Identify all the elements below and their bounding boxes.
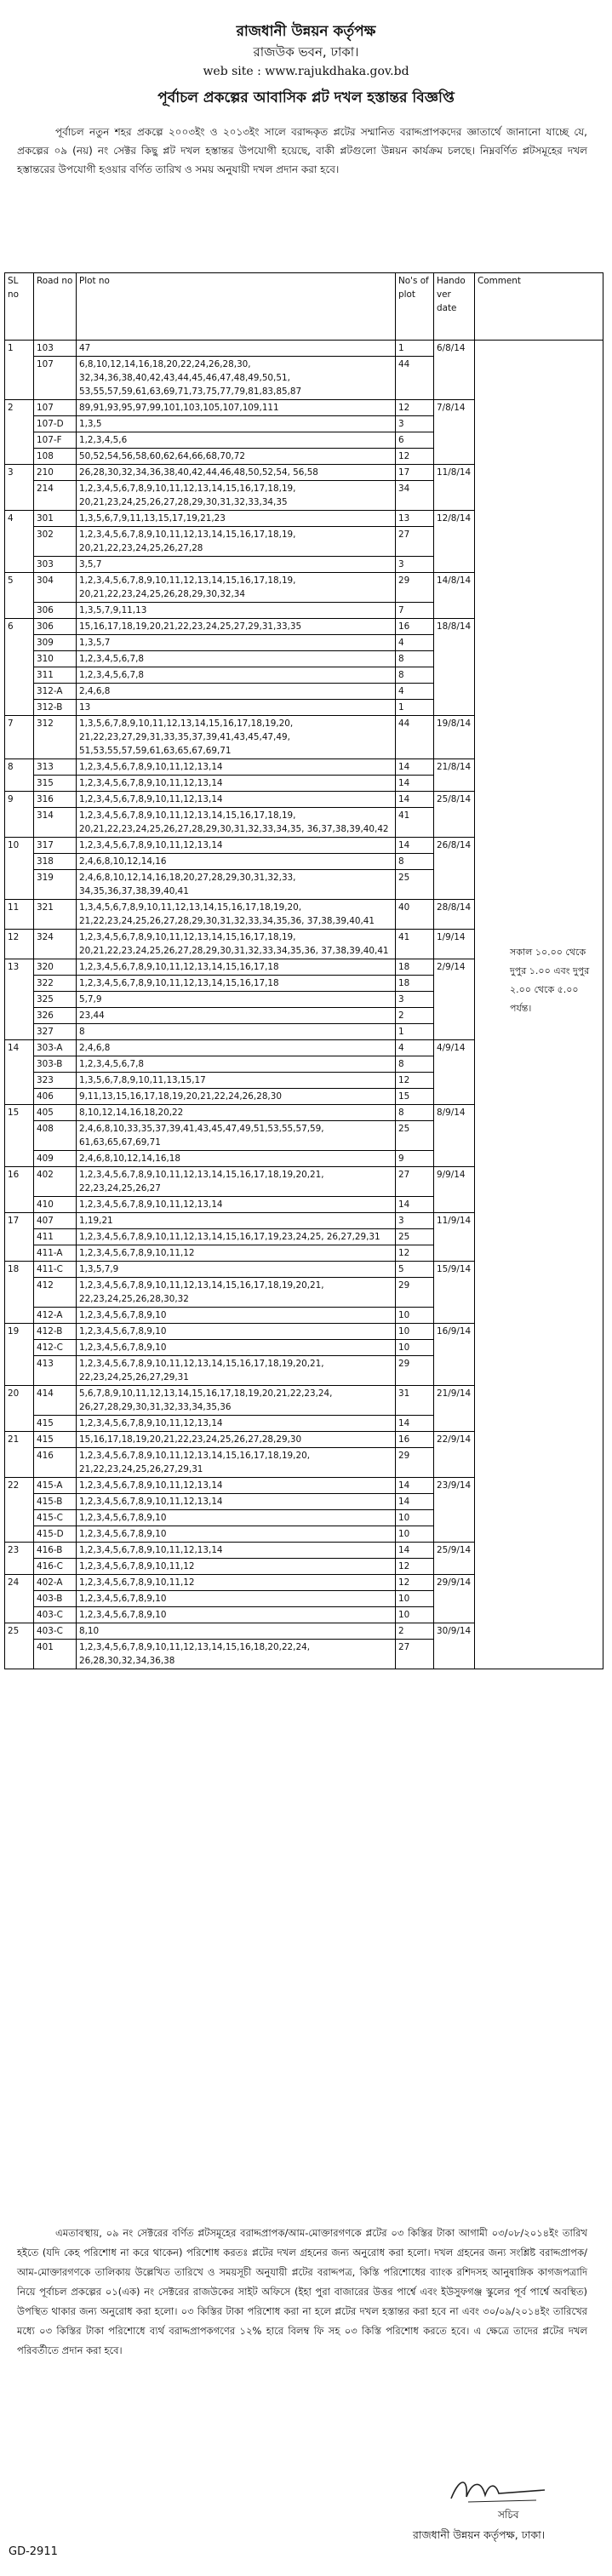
cell-plots: 89,91,93,95,97,99,101,103,105,107,109,111	[77, 400, 396, 416]
cell-date: 21/9/14	[434, 1386, 475, 1432]
cell-plots: 5,7,9	[77, 992, 396, 1008]
cell-road: 402-A	[34, 1575, 77, 1591]
cell-count: 5	[396, 1262, 434, 1278]
cell-plots: 13	[77, 700, 396, 716]
header-date: Hando ver date	[434, 273, 475, 341]
cell-road: 107	[34, 357, 77, 400]
cell-road: 303-A	[34, 1040, 77, 1056]
cell-plots: 1,2,3,4,5,6,7,8,9,10,11,12,13,14,15,16,17,18,19,20,21, 22,23,24,25,26,27,29,31	[77, 1356, 396, 1386]
cell-count: 29	[396, 1356, 434, 1386]
cell-road: 416-B	[34, 1543, 77, 1559]
cell-sl: 15	[5, 1105, 34, 1167]
cell-date: 11/8/14	[434, 465, 475, 511]
cell-date: 23/9/14	[434, 1478, 475, 1543]
cell-plots: 23,44	[77, 1008, 396, 1024]
cell-plots: 1,3,4,5,6,7,8,9,10,11,12,13,14,15,16,17,18,19,20, 21,22,23,24,25,26,27,28,29,30,31,32,33,34,35,36, 37,38,39,40,41	[77, 900, 396, 930]
cell-sl: 18	[5, 1262, 34, 1324]
cell-road: 304	[34, 573, 77, 603]
cell-date: 11/9/14	[434, 1213, 475, 1262]
header-plot: Plot no	[77, 273, 396, 341]
cell-road: 415-B	[34, 1494, 77, 1510]
cell-count: 12	[396, 1245, 434, 1262]
org-address: রাজউক ভবন, ঢাকা।	[253, 44, 359, 60]
cell-plots: 15,16,17,18,19,20,21,22,23,24,25,27,29,31,33,35	[77, 619, 396, 635]
cell-count: 4	[396, 635, 434, 651]
cell-sl: 19	[5, 1324, 34, 1386]
cell-plots: 2,4,6,8	[77, 684, 396, 700]
cell-plots: 1,19,21	[77, 1213, 396, 1229]
cell-sl: 12	[5, 930, 34, 959]
cell-count: 27	[396, 1167, 434, 1197]
cell-date: 22/9/14	[434, 1432, 475, 1478]
cell-count: 10	[396, 1510, 434, 1526]
cell-plots: 9,11,13,15,16,17,18,19,20,21,22,24,26,28,30	[77, 1089, 396, 1105]
cell-count: 14	[396, 776, 434, 792]
cell-plots: 1,2,3,4,5,6,7,8,9,10	[77, 1526, 396, 1543]
cell-road: 311	[34, 667, 77, 684]
cell-road: 405	[34, 1105, 77, 1121]
cell-count: 8	[396, 667, 434, 684]
cell-plots: 1,2,3,4,5,6,7,8	[77, 1056, 396, 1073]
cell-sl: 16	[5, 1167, 34, 1213]
cell-date: 25/8/14	[434, 792, 475, 838]
cell-road: 107-D	[34, 416, 77, 432]
intro-paragraph: পূর্বাচল নতুন শহর প্রকল্পে ২০০৩ইং ও ২০১৩ইং সালে বরাদ্দকৃত প্লটের সম্মানিত বরাদ্দপ্রাপকদের জ্ঞাতার্থে জানানো যাচ্ছে যে, প্রকল্পের ০৯ (নয়) নং সেক্টর কিছু প্লট দখল হস্তান্তর উপযোগী হয়েছে, বাকী প্লটগুলো উন্নয়ন কার্যক্রম চলছে। নিম্নবর্ণিত প্লটসমূহের দখল হস্তান্তরের উপযোগী হওয়ার বর্ণিত তারিখ ও সময় অনুযায়ী দখল প্রদান করা হবে।	[17, 126, 587, 175]
cell-count: 44	[396, 357, 434, 400]
table-header-row	[5, 273, 603, 341]
cell-plots: 5,6,7,8,9,10,11,12,13,14,15,16,17,18,19,20,21,22,23,24, 26,27,28,29,30,31,32,33,34,35,36	[77, 1386, 396, 1416]
cell-count: 10	[396, 1308, 434, 1324]
cell-road: 416	[34, 1448, 77, 1478]
cell-count: 25	[396, 1121, 434, 1151]
cell-count: 27	[396, 1640, 434, 1669]
cell-count: 12	[396, 1575, 434, 1591]
cell-road: 408	[34, 1121, 77, 1151]
cell-plots: 1,2,3,4,5,6,7,8,9,10,11,12,13,14,15,16,17,19,23,24,25, 26,27,29,31	[77, 1229, 396, 1245]
cell-plots: 1,2,3,4,5,6,7,8,9,10,11,12,13,14,15,16,17,18	[77, 959, 396, 976]
cell-plots: 1,3,5,6,7,8,9,10,11,13,15,17	[77, 1073, 396, 1089]
cell-plots: 1,2,3,4,5,6,7,8,9,10	[77, 1591, 396, 1607]
cell-date: 4/9/14	[434, 1040, 475, 1105]
cell-plots: 1,3,5,7	[77, 635, 396, 651]
cell-plots: 1,2,3,4,5,6,7,8,9,10,11,12	[77, 1245, 396, 1262]
cell-road: 320	[34, 959, 77, 976]
cell-sl: 21	[5, 1432, 34, 1478]
cell-plots: 15,16,17,18,19,20,21,22,23,24,25,26,27,28,29,30	[77, 1432, 396, 1448]
cell-date: 16/9/14	[434, 1324, 475, 1386]
cell-count: 29	[396, 1448, 434, 1478]
cell-count: 14	[396, 1543, 434, 1559]
cell-count: 29	[396, 1278, 434, 1308]
cell-count: 16	[396, 1432, 434, 1448]
cell-sl: 9	[5, 792, 34, 838]
cell-date: 6/8/14	[434, 341, 475, 400]
cell-road: 301	[34, 511, 77, 527]
cell-plots: 6,8,10,12,14,16,18,20,22,24,26,28,30, 32,34,36,38,40,42,43,44,45,46,47,48,49,50,51, 53,55,57,59,61,63,69,71,73,75,77,79,81,83,85,87	[77, 357, 396, 400]
cell-road: 412-A	[34, 1308, 77, 1324]
cell-sl: 7	[5, 716, 34, 759]
cell-plots: 1,2,3,4,5,6,7,8,9,10,11,12,13,14,15,16,17,18,19, 20,21,22,23,24,25,26,27,28,29,30,31,32,33,34,35,36, 37,38,39,40,41	[77, 930, 396, 959]
cell-road: 402	[34, 1167, 77, 1197]
cell-plots: 1,2,3,4,5,6,7,8,9,10,11,12,13,14,15,16,18,20,22,24, 26,28,30,32,34,36,38	[77, 1640, 396, 1669]
cell-road: 407	[34, 1213, 77, 1229]
cell-plots: 1,3,5,6,7,9,11,13,15,17,19,21,23	[77, 511, 396, 527]
header-sl: SL no	[5, 273, 34, 341]
cell-plots: 3,5,7	[77, 557, 396, 573]
cell-road: 314	[34, 808, 77, 838]
cell-count: 18	[396, 959, 434, 976]
cell-road: 315	[34, 776, 77, 792]
cell-date: 7/8/14	[434, 400, 475, 465]
cell-count: 9	[396, 1151, 434, 1167]
cell-count: 14	[396, 1416, 434, 1432]
cell-sl: 13	[5, 959, 34, 1040]
cell-plots: 1,2,3,4,5,6,7,8,9,10,11,12	[77, 1575, 396, 1591]
cell-sl: 6	[5, 619, 34, 716]
cell-date: 8/9/14	[434, 1105, 475, 1167]
cell-count: 14	[396, 838, 434, 854]
cell-sl: 1	[5, 341, 34, 400]
cell-road: 411	[34, 1229, 77, 1245]
cell-road: 103	[34, 341, 77, 357]
cell-road: 323	[34, 1073, 77, 1089]
cell-plots: 1,2,3,4,5,6,7,8,9,10	[77, 1607, 396, 1623]
cell-count: 25	[396, 1229, 434, 1245]
cell-sl: 22	[5, 1478, 34, 1543]
cell-plots: 1,2,3,4,5,6,7,8,9,10,11,12,13,14	[77, 759, 396, 776]
cell-count: 12	[396, 1559, 434, 1575]
cell-plots: 2,4,6,8,10,33,35,37,39,41,43,45,47,49,51,53,55,57,59, 61,63,65,67,69,71	[77, 1121, 396, 1151]
cell-count: 14	[396, 1494, 434, 1510]
header-count: No's of plot	[396, 273, 434, 341]
cell-plots: 1,2,3,4,5,6,7,8,9,10,11,12,13,14,15,16,17,18,19, 20,21,23,24,25,26,27,28,29,30,31,32,33,34,35	[77, 481, 396, 511]
cell-road: 410	[34, 1197, 77, 1213]
cell-plots: 1,2,3,4,5,6	[77, 432, 396, 449]
cell-count: 2	[396, 1623, 434, 1640]
cell-sl: 2	[5, 400, 34, 465]
cell-date: 25/9/14	[434, 1543, 475, 1575]
cell-road: 322	[34, 976, 77, 992]
cell-road: 403-C	[34, 1607, 77, 1623]
cell-plots: 1,2,3,4,5,6,7,8,9,10,11,12,13,14	[77, 1543, 396, 1559]
cell-road: 401	[34, 1640, 77, 1669]
cell-count: 3	[396, 557, 434, 573]
cell-date: 1/9/14	[434, 930, 475, 959]
cell-count: 41	[396, 808, 434, 838]
cell-count: 25	[396, 870, 434, 900]
cell-sl: 25	[5, 1623, 34, 1669]
org-name: রাজধানী উন্নয়ন কর্তৃপক্ষ	[236, 23, 376, 40]
signature-org: রাজধানী উন্নয়ন কর্তৃপক্ষ, ঢাকা।	[413, 2528, 546, 2541]
cell-count: 8	[396, 854, 434, 870]
cell-plots: 1,2,3,4,5,6,7,8,9,10,11,12	[77, 1559, 396, 1575]
cell-plots: 1,3,5	[77, 416, 396, 432]
cell-plots: 1,2,3,4,5,6,7,8,9,10	[77, 1510, 396, 1526]
cell-count: 12	[396, 1073, 434, 1089]
cell-plots: 1,2,3,4,5,6,7,8,9,10,11,12,13,14,15,16,17,18,19, 20,21,22,23,24,25,26,28,29,30,32,34	[77, 573, 396, 603]
website-line: web site : www.rajukdhaka.gov.bd	[203, 65, 409, 78]
table-row	[5, 341, 603, 357]
cell-road: 409	[34, 1151, 77, 1167]
cell-road: 108	[34, 449, 77, 465]
cell-count: 10	[396, 1526, 434, 1543]
cell-plots: 1,2,3,4,5,6,7,8,9,10,11,12,13,14	[77, 838, 396, 854]
cell-road: 327	[34, 1024, 77, 1040]
cell-plots: 47	[77, 341, 396, 357]
cell-count: 1	[396, 341, 434, 357]
cell-plots: 2,4,6,8	[77, 1040, 396, 1056]
cell-count: 27	[396, 527, 434, 557]
cell-road: 312	[34, 716, 77, 759]
cell-date: 30/9/14	[434, 1623, 475, 1669]
cell-date: 21/8/14	[434, 759, 475, 792]
cell-plots: 1,2,3,4,5,6,7,8,9,10,11,12,13,14,15,16,17,18	[77, 976, 396, 992]
cell-road: 415	[34, 1432, 77, 1448]
cell-road: 309	[34, 635, 77, 651]
cell-plots: 2,4,6,8,10,12,14,16,18,20,27,28,29,30,31,32,33, 34,35,36,37,38,39,40,41	[77, 870, 396, 900]
cell-plots: 1,2,3,4,5,6,7,8,9,10,11,12,13,14	[77, 1494, 396, 1510]
cell-count: 15	[396, 1089, 434, 1105]
cell-date: 2/9/14	[434, 959, 475, 1040]
cell-road: 319	[34, 870, 77, 900]
cell-count: 40	[396, 900, 434, 930]
cell-road: 403-B	[34, 1591, 77, 1607]
cell-plots: 1,2,3,4,5,6,7,8,9,10,11,12,13,14,15,16,17,18,19,20,21, 22,23,24,25,26,27	[77, 1167, 396, 1197]
cell-plots: 1,2,3,4,5,6,7,8,9,10,11,12,13,14	[77, 1197, 396, 1213]
cell-sl: 23	[5, 1543, 34, 1575]
cell-count: 13	[396, 511, 434, 527]
cell-road: 412-B	[34, 1324, 77, 1340]
cell-count: 14	[396, 792, 434, 808]
cell-plots: 1,3,5,6,7,8,9,10,11,12,13,14,15,16,17,18,19,20, 21,22,23,27,29,31,33,35,37,39,41,43,45,47,49, 51,53,55,57,59,61,63,65,67,69,71	[77, 716, 396, 759]
cell-count: 34	[396, 481, 434, 511]
cell-road: 317	[34, 838, 77, 854]
cell-plots: 50,52,54,56,58,60,62,64,66,68,70,72	[77, 449, 396, 465]
cell-road: 107	[34, 400, 77, 416]
cell-date: 29/9/14	[434, 1575, 475, 1623]
cell-plots: 8	[77, 1024, 396, 1040]
cell-road: 312-B	[34, 700, 77, 716]
cell-count: 12	[396, 400, 434, 416]
cell-road: 210	[34, 465, 77, 481]
cell-date: 12/8/14	[434, 511, 475, 573]
cell-sl: 4	[5, 511, 34, 573]
comment-timing-note: সকাল ১০.০০ থেকে দুপুর ১.০০ এবং দুপুর ২.০০ থেকে ৫.০০ পর্যন্ত।	[510, 947, 590, 1014]
cell-sl: 11	[5, 900, 34, 930]
cell-plots: 1,2,3,4,5,6,7,8,9,10	[77, 1324, 396, 1340]
cell-road: 214	[34, 481, 77, 511]
cell-road: 312-A	[34, 684, 77, 700]
cell-sl: 8	[5, 759, 34, 792]
cell-count: 7	[396, 603, 434, 619]
cell-count: 29	[396, 573, 434, 603]
cell-plots: 1,2,3,4,5,6,7,8,9,10,11,12,13,14	[77, 792, 396, 808]
cell-date: 14/8/14	[434, 573, 475, 619]
cell-road: 324	[34, 930, 77, 959]
footer-paragraph: এমতাবস্থায়, ০৯ নং সেক্টরের বর্ণিত প্লটসমূহের বরাদ্দপ্রাপক/আম-মোক্তারগণকে প্লটের ০৩ কিস্তির টাকা আগামী ০৩/০৮/২০১৪ইং তারিখ হইতে (যদি কেহ পরিশোধ না করে থাকেন) পরিশোধ করতঃ প্লটের দখল গ্রহনের জন্য অনুরোধ করা হলো। দখল গ্রহনের জন্য সংশ্লিষ্ট বরাদ্দপ্রাপক/আম-মোক্তারগণকে তালিকায় উল্লেখিত তারিখে ও সময়সূচী অনুযায়ী প্লটের বরাদ্দপত্র, কিস্তি পরিশোধের ব্যাংক রশিদসহ আনুষাঙ্গিক কাগজপত্রাদি নিয়ে পূর্বাচল প্রকল্পের ০১(এক) নং সেক্টরের রাজউকের সাইট অফিসে (ইহা পুরা বাজারের উত্তর পার্শ্বে এবং ইউসুফগঞ্জ স্কুলের পূর্ব পার্শ্বে অবস্থিত) উপস্থিত থাকার জন্য অনুরোধ করা হলো। ০৩ কিস্তির টাকা পরিশোধ করা না হলে প্লটের দখল হস্তান্তর করা হবে না এবং ৩০/০৯/২০১৪ইং তারিখের মধ্যে ০৩ কিস্তির টাকা পরিশোধে ব্যর্থ বরাদ্দপ্রাপকগণের ১২% হারে বিলম্ব ফি সহ ০৩ কিস্তি পরিশোধ করতে হবে। এ ক্ষেত্রে তাদের প্লটের দখল পরিবর্তীতে প্রদান করা হবে।	[17, 2227, 587, 2356]
cell-count: 1	[396, 700, 434, 716]
cell-plots: 2,4,6,8,10,12,14,16	[77, 854, 396, 870]
cell-date: 28/8/14	[434, 900, 475, 930]
cell-sl: 5	[5, 573, 34, 619]
cell-count: 3	[396, 992, 434, 1008]
cell-plots: 8,10,12,14,16,18,20,22	[77, 1105, 396, 1121]
cell-count: 1	[396, 1024, 434, 1040]
cell-count: 14	[396, 1197, 434, 1213]
cell-road: 302	[34, 527, 77, 557]
cell-date: 19/8/14	[434, 716, 475, 759]
signature-image	[443, 2473, 562, 2507]
gd-code: GD-2911	[9, 2545, 58, 2558]
cell-count: 44	[396, 716, 434, 759]
cell-plots: 1,2,3,4,5,6,7,8,9,10,11,12,13,14	[77, 776, 396, 792]
cell-count: 10	[396, 1591, 434, 1607]
cell-sl: 10	[5, 838, 34, 900]
cell-road: 318	[34, 854, 77, 870]
cell-road: 413	[34, 1356, 77, 1386]
cell-date: 9/9/14	[434, 1167, 475, 1213]
cell-count: 2	[396, 1008, 434, 1024]
cell-road: 415-D	[34, 1526, 77, 1543]
cell-count: 4	[396, 1040, 434, 1056]
cell-count: 8	[396, 1056, 434, 1073]
cell-road: 107-F	[34, 432, 77, 449]
cell-count: 14	[396, 1478, 434, 1494]
cell-count: 31	[396, 1386, 434, 1416]
cell-sl: 17	[5, 1213, 34, 1262]
cell-count: 12	[396, 449, 434, 465]
cell-road: 411-C	[34, 1262, 77, 1278]
cell-road: 415-A	[34, 1478, 77, 1494]
cell-road: 415	[34, 1416, 77, 1432]
cell-plots: 1,2,3,4,5,6,7,8	[77, 667, 396, 684]
cell-count: 16	[396, 619, 434, 635]
cell-road: 310	[34, 651, 77, 667]
cell-count: 10	[396, 1324, 434, 1340]
cell-sl: 20	[5, 1386, 34, 1432]
cell-count: 8	[396, 651, 434, 667]
cell-road: 325	[34, 992, 77, 1008]
cell-road: 321	[34, 900, 77, 930]
cell-plots: 2,4,6,8,10,12,14,16,18	[77, 1151, 396, 1167]
cell-sl: 24	[5, 1575, 34, 1623]
cell-road: 303	[34, 557, 77, 573]
cell-road: 326	[34, 1008, 77, 1024]
header-road: Road no	[34, 273, 77, 341]
signature-title: সচিব	[498, 2509, 519, 2521]
cell-count: 18	[396, 976, 434, 992]
cell-plots: 1,2,3,4,5,6,7,8,9,10,11,12,13,14,15,16,17,18,19,20, 21,22,23,24,25,26,27,29,31	[77, 1448, 396, 1478]
cell-date: 15/9/14	[434, 1262, 475, 1324]
cell-road: 306	[34, 619, 77, 635]
cell-count: 3	[396, 416, 434, 432]
cell-count: 41	[396, 930, 434, 959]
cell-plots: 1,2,3,4,5,6,7,8,9,10,11,12,13,14	[77, 1416, 396, 1432]
cell-plots: 8,10	[77, 1623, 396, 1640]
cell-count: 14	[396, 759, 434, 776]
cell-sl: 3	[5, 465, 34, 511]
cell-road: 406	[34, 1089, 77, 1105]
cell-road: 416-C	[34, 1559, 77, 1575]
cell-sl: 14	[5, 1040, 34, 1105]
cell-plots: 1,2,3,4,5,6,7,8,9,10,11,12,13,14,15,16,17,18,19, 20,21,22,23,24,25,26,27,28,29,30,31,32,33,34,35, 36,37,38,39,40,42	[77, 808, 396, 838]
cell-road: 313	[34, 759, 77, 776]
cell-count: 10	[396, 1607, 434, 1623]
cell-plots: 1,2,3,4,5,6,7,8,9,10,11,12,13,14,15,16,17,18,19,20,21, 22,23,24,25,26,28,30,32	[77, 1278, 396, 1308]
cell-plots: 1,2,3,4,5,6,7,8	[77, 651, 396, 667]
cell-plots: 26,28,30,32,34,36,38,40,42,44,46,48,50,52,54, 56,58	[77, 465, 396, 481]
cell-count: 17	[396, 465, 434, 481]
cell-plots: 1,2,3,4,5,6,7,8,9,10,11,12,13,14	[77, 1478, 396, 1494]
cell-count: 8	[396, 1105, 434, 1121]
cell-plots: 1,2,3,4,5,6,7,8,9,10,11,12,13,14,15,16,17,18,19, 20,21,22,23,24,25,26,27,28	[77, 527, 396, 557]
cell-plots: 1,3,5,7,9,11,13	[77, 603, 396, 619]
cell-date: 18/8/14	[434, 619, 475, 716]
cell-road: 316	[34, 792, 77, 808]
cell-road: 414	[34, 1386, 77, 1416]
cell-road: 303-B	[34, 1056, 77, 1073]
cell-road: 415-C	[34, 1510, 77, 1526]
notice-title: পূর্বাচল প্রকল্পের আবাসিক প্লট দখল হস্তান্তর বিজ্ঞপ্তি	[157, 89, 455, 106]
cell-plots: 1,3,5,7,9	[77, 1262, 396, 1278]
cell-road: 411-A	[34, 1245, 77, 1262]
cell-road: 403-C	[34, 1623, 77, 1640]
cell-road: 306	[34, 603, 77, 619]
header-comment: Comment	[475, 273, 603, 341]
cell-road: 412	[34, 1278, 77, 1308]
cell-date: 26/8/14	[434, 838, 475, 900]
cell-count: 4	[396, 684, 434, 700]
cell-plots: 1,2,3,4,5,6,7,8,9,10	[77, 1308, 396, 1324]
cell-count: 6	[396, 432, 434, 449]
cell-count: 3	[396, 1213, 434, 1229]
cell-plots: 1,2,3,4,5,6,7,8,9,10	[77, 1340, 396, 1356]
cell-road: 412-C	[34, 1340, 77, 1356]
cell-count: 10	[396, 1340, 434, 1356]
